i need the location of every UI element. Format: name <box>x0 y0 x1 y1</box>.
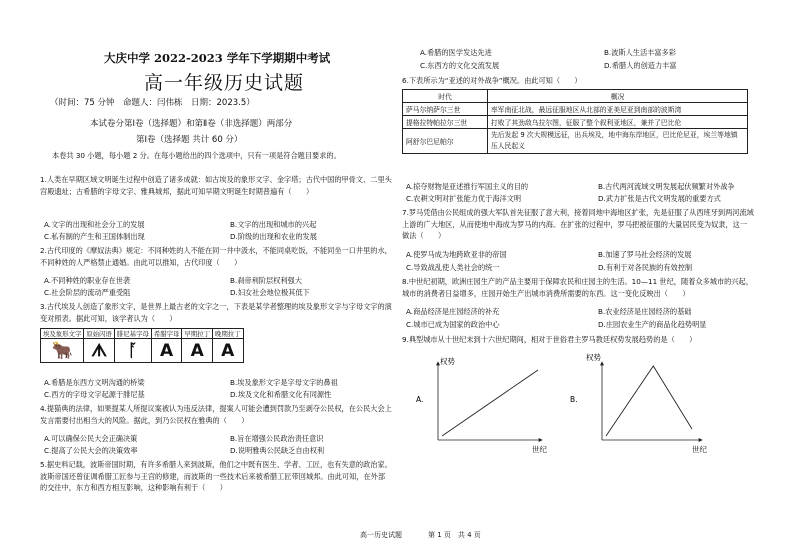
section-title: 第Ⅰ卷（选择题 共计 60 分） <box>136 135 243 145</box>
chart-a-trend-line <box>442 370 538 436</box>
q2-option-a: A.不同种姓的职业存在世袭 <box>44 276 131 285</box>
table-row <box>403 103 748 116</box>
chart-a-option-label: A. <box>416 395 424 404</box>
q3-glyph-header-row <box>41 329 244 339</box>
q6-header-row <box>403 90 748 103</box>
exam-title: 大庆中学 2022-2023 学年下学期期中考试 <box>104 51 331 65</box>
q6-stem: 6.下表所示为“亚述的对外战争”概况。由此可知（ ） <box>402 76 582 85</box>
q2-option-d: D.妇女社会地位极其低下 <box>230 288 310 297</box>
q7-option-d: D.有利于对各民族的有效控制 <box>598 263 693 272</box>
chart-b-xlabel: 世纪 <box>692 445 707 454</box>
q3-header-cell: 埃及象形文字 <box>41 329 84 339</box>
q3-glyph-cell: ᗑ <box>84 339 115 363</box>
table-row <box>403 129 748 154</box>
q3-header-cell: 希腊字母 <box>151 329 182 339</box>
q3-glyph-cell: ᚪ <box>114 339 151 363</box>
q2-option-b: B.刹帝利阶层权利强大 <box>230 276 302 285</box>
q6-era-cell: 提格拉特帕拉尔三世 <box>403 116 488 129</box>
q8-stem: 8.中世纪初期，欧洲庄园生产的产品主要用于保障农民和庄园主的生活。10—11 世纪，随着众多城市的兴起，城市的消费者日益增多，庄园开始生产出城市消费所需要的东西。这一变化反映出（ ） <box>402 277 753 298</box>
q1-option-b: B.文字的出现和城市的兴起 <box>230 220 317 229</box>
q5-option-b: B.波斯人生活丰富多彩 <box>604 48 676 57</box>
q3-header-cell: 早期拉丁 <box>182 329 213 339</box>
chart-a-xlabel: 世纪 <box>532 445 547 454</box>
q7-option-a: A.使罗马成为地跨欧亚非的帝国 <box>406 250 507 259</box>
chart-b-ylabel: 权势 <box>586 353 601 362</box>
q3-glyph-cell: A <box>212 339 243 363</box>
q3-option-b: B.埃及象形文字是字母文字的鼻祖 <box>230 378 338 387</box>
q8-option-a: A.商品经济是庄园经济的补充 <box>406 307 500 316</box>
q3-option-c: C.西方的字母文字起源于腓尼基 <box>44 390 145 399</box>
exam-meta: （时间：75 分钟 命题人：闫伟栋 日期：2023.5） <box>50 98 255 108</box>
q1-stem: 1.人类在早期区域文明诞生过程中创造了诸多成就：如古埃及的象形文字、金字塔；古代中国的甲骨文、二里头宫殿遗址；古希腊的字母文字、雅典城邦，据此可知早期文明诞生时期普遍有（ ） <box>40 175 392 196</box>
chart-b-option-label: B. <box>570 395 578 404</box>
q7-option-c: C.导致战乱使人类社会的统一 <box>406 263 500 272</box>
q4-option-b: B.旨在增强公民政治责任意识 <box>230 434 324 443</box>
footer-subject: 高一历史试题 <box>360 531 402 539</box>
q3-glyph-cell: Α <box>151 339 182 363</box>
q2-stem: 2.古代印度的《摩奴法典》规定：不同种姓的人不能在同一井中汲水，不能同桌吃饭，不能同坐一口井里的水，不同种姓的人严格禁止通婚。由此可以推知，古代印度（ ） <box>40 246 392 267</box>
q6-header-cell: 时代 <box>403 90 488 103</box>
chart-b-trend-line <box>606 366 692 436</box>
q3-option-d: D.埃及文化和希腊文化有同源性 <box>230 390 332 399</box>
q7-option-b: B.加速了罗马社会经济的发展 <box>598 250 692 259</box>
q3-option-a: A.希腊是东西方文明沟通的桥梁 <box>44 378 145 387</box>
q3-glyph-cell: 🐂 <box>41 339 84 363</box>
instruction: 本卷共 30 小题，每小题 2 分。在每小题给出的四个选项中，只有一项是符合题目要求的。 <box>52 151 341 160</box>
q6-era-cell: 阿舒尔巴尼帕尔 <box>403 129 488 154</box>
q5-stem: 5.据史料记载，波斯帝国时期，有许多希腊人来到波斯，他们之中既有医生、学者、工匠，也有失意的政治家。波斯帝国还曾征调希腊工匠参与王宫的修建，而波斯的一些技术后来被希腊工匠带回城邦。由此可知，在外部的交往中，东方和西方相互影响，这种影响有利于（ ） <box>40 460 392 493</box>
q8-option-c: C.城市已成为国家的政治中心 <box>406 320 500 329</box>
q8-option-b: B.农业经济是庄园经济的基础 <box>598 307 692 316</box>
q6-table <box>402 89 748 154</box>
q3-glyph-row <box>41 339 244 363</box>
q6-option-b: B.古代两河流域文明发展起伏频繁对外战争 <box>598 182 735 191</box>
paper-structure: 本试卷分第Ⅰ卷（选择题）和第Ⅱ卷（非选择题）两部分 <box>90 119 293 129</box>
q1-option-d: D.阶级的出现和农业的发展 <box>230 232 317 241</box>
q3-header-cell: 晚期拉丁 <box>212 329 243 339</box>
q3-glyph-table <box>40 328 244 363</box>
q5-option-a: A.希腊的医学发达先进 <box>420 48 492 57</box>
q6-summary-cell: 率军南征北战，最远征服地区从北部的亚美尼亚到南部的波斯湾 <box>488 103 748 116</box>
q6-option-a: A.掠夺财物是亚述推行军国主义的目的 <box>406 182 529 191</box>
q4-option-d: D.说明雅典公民缺乏自由权利 <box>230 446 325 455</box>
q4-option-c: C.提高了公民大会的决策效率 <box>44 446 138 455</box>
q4-stem: 4.提猫典的法律，如果提某人所提议案被认为违反法律，提案人可能会遭到罚款乃至剥夺公民权，在公民大会上发言需要付出相当大的风险。据此，到乃公民权在雅典的（ ） <box>40 404 392 425</box>
q9-stem: 9.典型城市从十世纪末到十六世纪期间，相对于世俗君主罗马教廷权势发展趋势的是（ ） <box>402 335 697 344</box>
q5-option-c: C.东西方的文化交流发展 <box>420 61 500 70</box>
q7-stem: 7.罗马凭借由公民组成的强大军队首先征服了意大利，接着同地中海地区扩张，先是征服了从西班牙到两河流域上游的广大地区，从而使地中海成为罗马的内海。在扩张的过程中，罗马把被征服的大量居民变为奴隶，这一做法（ ） <box>402 208 754 241</box>
subject-title: 高一年级历史试题 <box>144 72 305 94</box>
q6-option-c: C.农耕文明对扩张能力优于海洋文明 <box>406 194 522 203</box>
q6-summary-cell: 先后发起 9 次大规模远征，出兵埃及，地中海东岸地区，巴比伦尼亚，埃兰等地镇压人民起义 <box>488 129 748 154</box>
q6-summary-cell: 打败了其劲敌乌拉尔图，征服了整个叙利亚地区，兼并了巴比伦 <box>488 116 748 129</box>
q3-header-cell: 腓尼基字母 <box>114 329 151 339</box>
q6-header-cell: 概况 <box>488 90 748 103</box>
chart-a-ylabel: 权势 <box>440 357 455 366</box>
q8-option-d: D.庄园农业生产的商品化趋势明显 <box>598 320 707 329</box>
q3-header-cell: 原始闪语 <box>84 329 115 339</box>
q1-option-a: A.文字的出现和社会分工的发展 <box>44 220 145 229</box>
q6-option-d: D.武力扩张是古代文明发展的重要方式 <box>598 194 721 203</box>
q3-stem: 3.古代埃及人创造了象形文字，是世界上最古老的文字之一，下表是某学者整理的埃及象形文字与字母文字的演变对照表。据此可知，该学者认为（ ） <box>40 302 392 323</box>
q1-option-c: C.私有制的产生和王国体制出现 <box>44 232 145 241</box>
q6-era-cell: 萨马尔纳萨尔三世 <box>403 103 488 116</box>
footer-page-number: 第 1 页 共 4 页 <box>428 531 481 539</box>
q4-option-a: A.可以确保公民大会正确决策 <box>44 434 138 443</box>
q9-charts <box>402 348 754 460</box>
table-row <box>403 116 748 129</box>
q5-option-d: D.希腊人的创造力丰富 <box>604 61 677 70</box>
q2-option-c: C.社会阶层的流动严重受阻 <box>44 288 131 297</box>
q3-glyph-cell: A <box>182 339 213 363</box>
